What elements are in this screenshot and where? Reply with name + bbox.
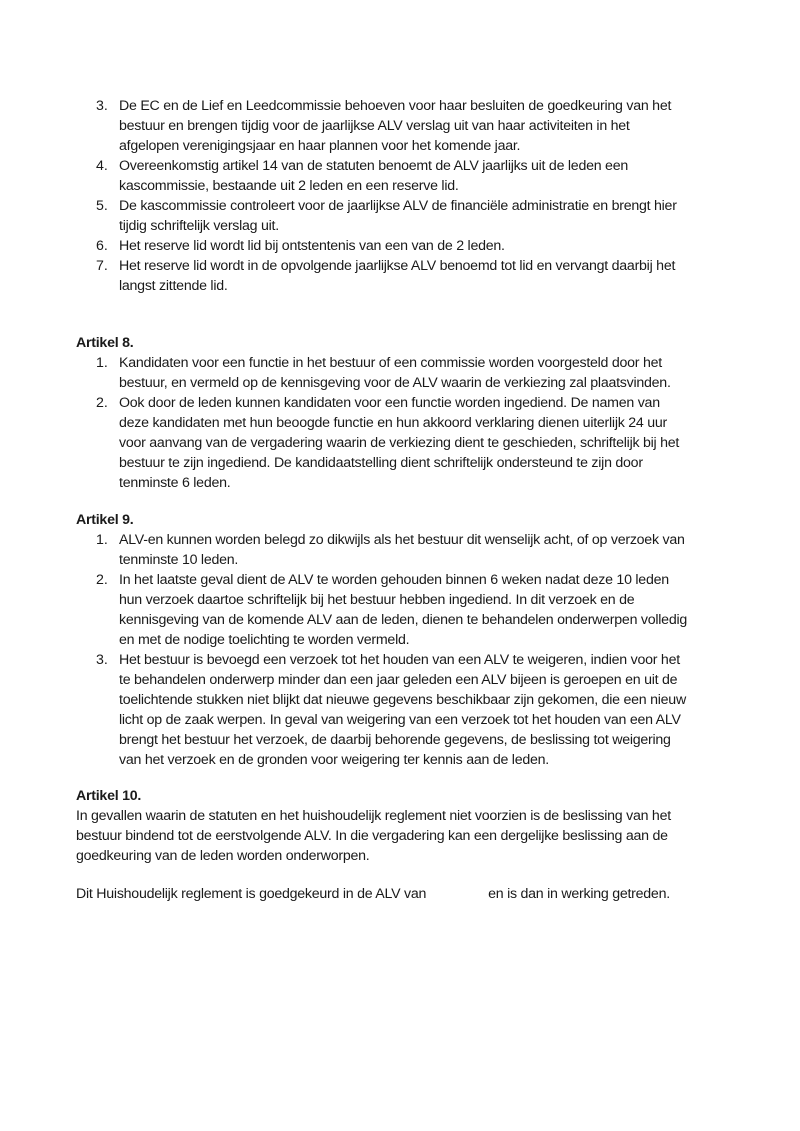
section-heading: Artikel 9. [76, 512, 134, 528]
list-item-line: De EC en de Lief en Leedcommissie behoeven voor haar besluiten de goedkeuring van het [119, 98, 672, 114]
list-item-number: 1. [96, 532, 108, 548]
list-item-line: van het verzoek en de gronden voor weigering ter kennis aan de leden. [119, 752, 549, 768]
closing-statement [76, 884, 670, 904]
list-item-number: 5. [96, 198, 108, 214]
list-item-line: kennisgeving van de komende ALV aan de leden, dienen te behandelen onderwerpen volledig [119, 612, 688, 628]
list-item-number: 6. [96, 238, 108, 254]
section-heading: Artikel 8. [76, 335, 134, 351]
list-item-line: licht op de zaak werpen. In geval van weigering van een verzoek tot het houden van een ALV [119, 712, 681, 728]
list-item-number: 3. [96, 98, 108, 114]
list-item-line: Ook door de leden kunnen kandidaten voor een functie worden ingediend. De namen van [119, 395, 660, 411]
list-item-line: toelichtende stukken niet blijkt dat nieuwe gegevens beschikbaar zijn gekomen, die een nieuw [119, 692, 686, 708]
list-item-line: kascommissie, bestaande uit 2 leden en een reserve lid. [119, 178, 459, 194]
list-item-line: langst zittende lid. [119, 278, 228, 294]
list-item-line: bestuur en brengen tijdig voor de jaarlijkse ALV verslag uit van haar activiteiten in het [119, 118, 630, 134]
list-item-line: Overeenkomstig artikel 14 van de statuten benoemt de ALV jaarlijks uit de leden een [119, 158, 628, 174]
list-item-line: In het laatste geval dient de ALV te worden gehouden binnen 6 weken nadat deze 10 leden [119, 572, 669, 588]
list-item-line: ALV-en kunnen worden belegd zo dikwijls als het bestuur dit wenselijk acht, of op verzoek van [119, 532, 685, 548]
list-item-line: bestuur, en vermeld op de kennisgeving voor de ALV waarin de verkiezing zal plaatsvinden. [119, 375, 671, 391]
list-item-line: en met de nodige toelichting te worden vermeld. [119, 632, 410, 648]
section-heading: Artikel 10. [76, 788, 142, 804]
list-item-line: voor aanvang van de vergadering waarin de verkiezing dient te geschieden, schriftelijk bij het [119, 435, 680, 451]
list-item-line: De kascommissie controleert voor de jaarlijkse ALV de financiële administratie en brengt hier [119, 198, 677, 214]
paragraph-line: In gevallen waarin de statuten en het huishoudelijk reglement niet voorzien is de beslissing van het [76, 808, 671, 824]
list-item-line: brengt het bestuur het verzoek, de daarbij behorende gegevens, de beslissing tot weigering [119, 732, 671, 748]
list-item-line: deze kandidaten met hun beoogde functie en hun akkoord verklaring dienen uiterlijk 24 uur [119, 415, 668, 431]
list-item-line: afgelopen verenigingsjaar en haar plannen voor het komende jaar. [119, 138, 521, 154]
paragraph-line: goedkeuring van de leden worden onderworpen. [76, 848, 370, 864]
closing-text-after: en is dan in werking getreden. [488, 886, 670, 902]
list-item-line: hun verzoek daartoe schriftelijk bij het bestuur hebben ingediend. In dit verzoek en de [119, 592, 635, 608]
list-item-line: Het reserve lid wordt in de opvolgende jaarlijkse ALV benoemd tot lid en vervangt daarbij het [119, 258, 676, 274]
paragraph-line: bestuur bindend tot de eerstvolgende ALV. In die vergadering kan een dergelijke beslissing aan de [76, 828, 668, 844]
list-item-line: Het reserve lid wordt lid bij ontstentenis van een van de 2 leden. [119, 238, 505, 254]
list-item-number: 4. [96, 158, 108, 174]
list-item-line: tenminste 6 leden. [119, 475, 231, 491]
list-item-line: bestuur te zijn ingediend. De kandidaatstelling dient schriftelijk ondersteund te zijn door [119, 455, 643, 471]
list-item-line: tenminste 10 leden. [119, 552, 239, 568]
list-item-line: tijdig schriftelijk verslag uit. [119, 218, 279, 234]
list-item-number: 2. [96, 572, 108, 588]
list-item-line: Kandidaten voor een functie in het bestuur of een commissie worden voorgesteld door het [119, 355, 662, 371]
closing-text-before: Dit Huishoudelijk reglement is goedgekeurd in de ALV van [76, 886, 427, 902]
list-item-number: 1. [96, 355, 108, 371]
list-item-number: 3. [96, 652, 108, 668]
list-item-line: Het bestuur is bevoegd een verzoek tot het houden van een ALV te weigeren, indien voor het [119, 652, 680, 668]
list-item-number: 2. [96, 395, 108, 411]
list-item-line: te behandelen onderwerp minder dan een jaar geleden een ALV bijeen is geroepen en uit de [119, 672, 678, 688]
list-item-number: 7. [96, 258, 108, 274]
